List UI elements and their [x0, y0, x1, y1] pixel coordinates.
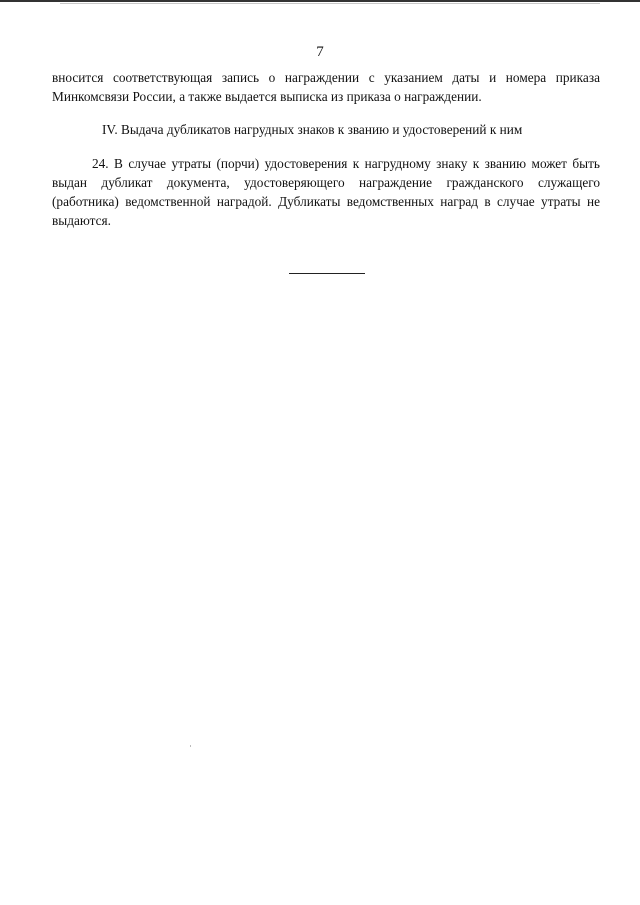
scan-top-edge-line: [0, 0, 640, 2]
end-of-document-rule: [289, 273, 365, 274]
page-number: 7: [316, 44, 324, 60]
paragraph-continued: вносится соответствующая запись о награждении с указанием даты и номера приказа Минкомсвязи России, а также выдается выписка из приказа о награждении.: [52, 70, 600, 104]
scan-speck: [190, 745, 191, 747]
paragraph-24: 24. В случае утраты (порчи) удостоверения к нагрудному знаку к званию может быть выдан дубликат документа, удостоверяющего награждение гражданского служащего (работника) ведомственной наградой. Дубликаты ведомственных наград в случае утраты не выдаются.: [52, 156, 600, 228]
scan-top-faint-line: [60, 3, 600, 4]
section-heading: IV. Выдача дубликатов нагрудных знаков к званию и удостоверений к ним: [102, 122, 523, 137]
